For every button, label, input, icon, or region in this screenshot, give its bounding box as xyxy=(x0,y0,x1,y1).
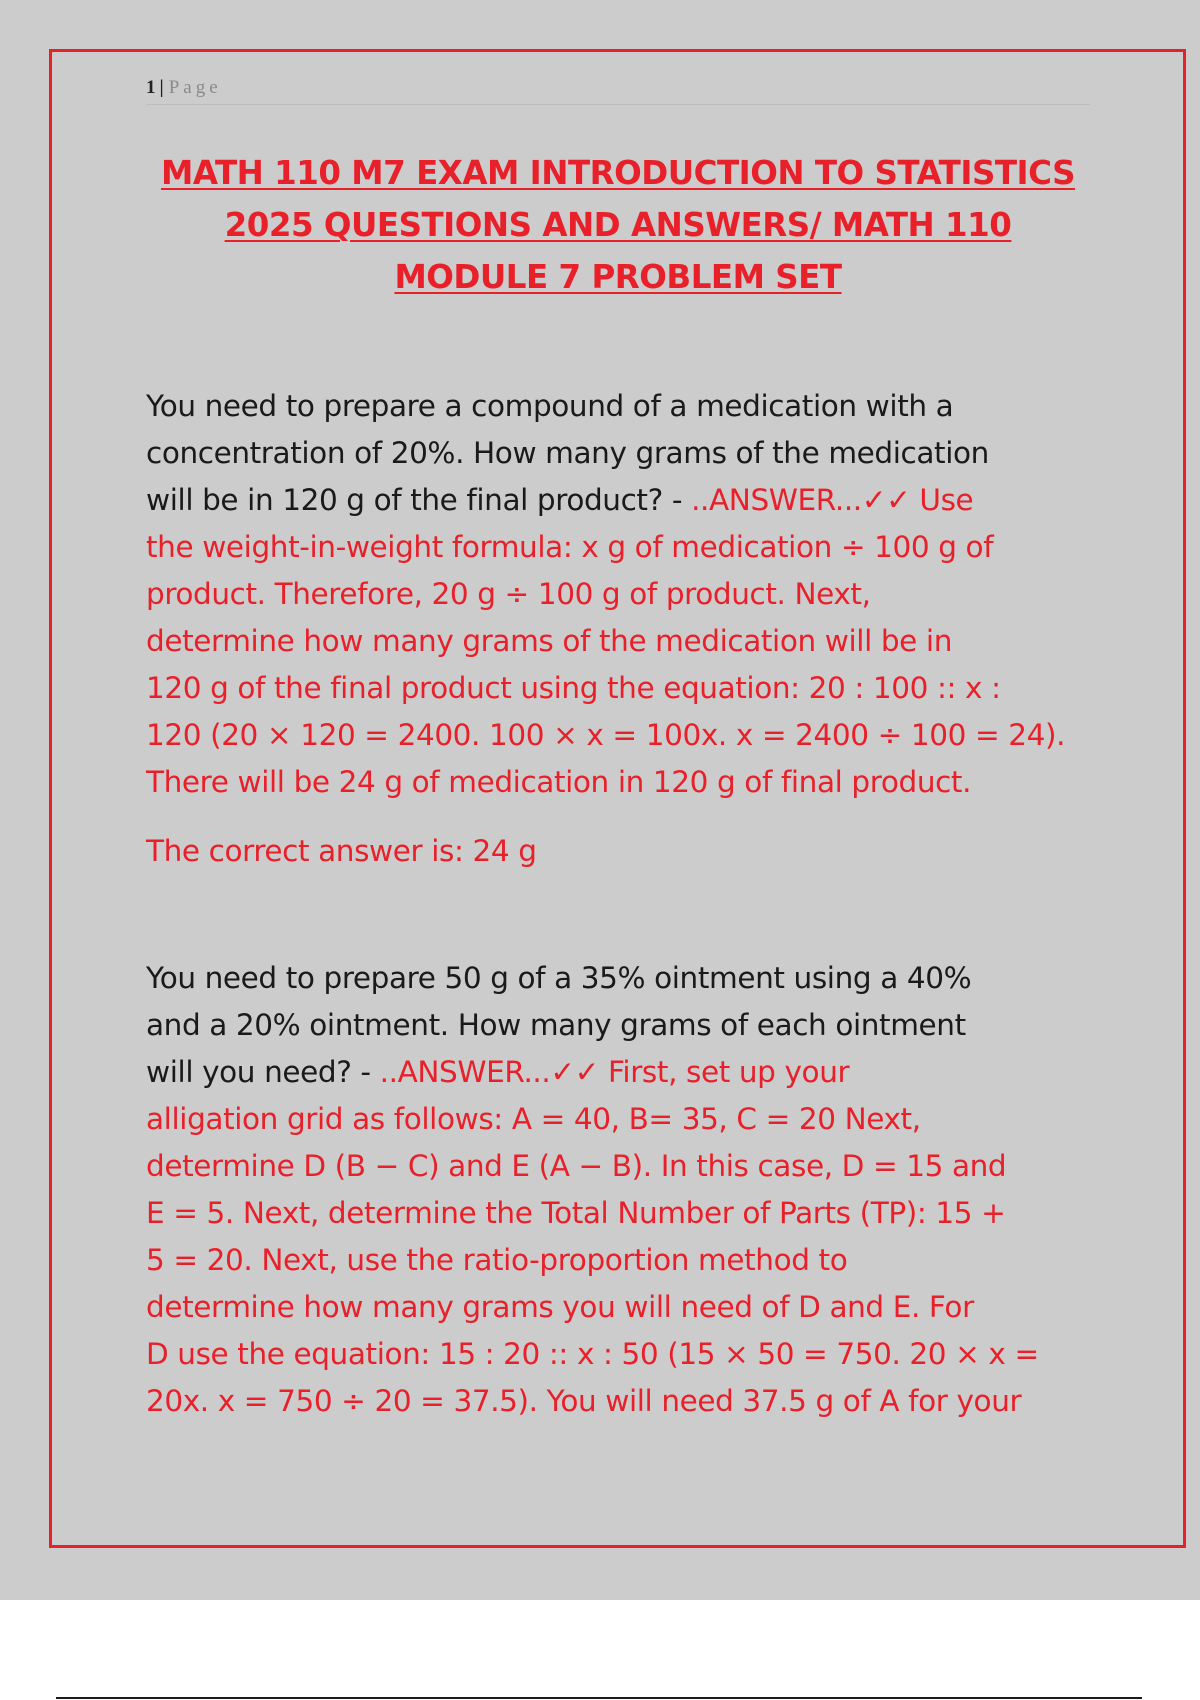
question-1-line xyxy=(146,430,1096,477)
correct-answer: The correct answer is: 24 g xyxy=(146,834,537,868)
answer-text: 20x. x = 750 ÷ 20 = 37.5). You will need 37.5 g of A for your xyxy=(146,1384,1022,1418)
answer-text: determine how many grams you will need of D and E. For xyxy=(146,1290,974,1324)
answer-text: There will be 24 g of medication in 120 g of final product. xyxy=(146,765,972,799)
question-1-line xyxy=(146,477,1096,524)
answer-text: determine D (B − C) and E (A − B). In this case, D = 15 and xyxy=(146,1149,1007,1183)
title-line-1: MATH 110 M7 EXAM INTRODUCTION TO STATISTICS xyxy=(161,154,1075,192)
question-text: and a 20% ointment. How many grams of each ointment xyxy=(146,1008,966,1042)
question-1 xyxy=(146,383,1096,806)
answer-text: alligation grid as follows: A = 40, B= 35, C = 20 Next, xyxy=(146,1102,921,1136)
question-2-line xyxy=(146,1331,1096,1378)
page-header xyxy=(146,74,1090,105)
question-text: will be in 120 g of the final product? - xyxy=(146,483,692,517)
question-2-line xyxy=(146,1284,1096,1331)
question-2-line xyxy=(146,1002,1096,1049)
question-1-line xyxy=(146,759,1096,806)
answer-text: 120 g of the final product using the equation: 20 : 100 :: x : xyxy=(146,671,1001,705)
question-2-line xyxy=(146,1143,1096,1190)
answer-text: E = 5. Next, determine the Total Number of Parts (TP): 15 + xyxy=(146,1196,1006,1230)
question-1-line xyxy=(146,665,1096,712)
question-2-line xyxy=(146,1378,1096,1425)
answer-text: the weight-in-weight formula: x g of medication ÷ 100 g of xyxy=(146,530,994,564)
document-title xyxy=(146,147,1090,303)
page-separator: | xyxy=(159,77,164,98)
question-1-line xyxy=(146,383,1096,430)
question-1-line xyxy=(146,618,1096,665)
question-text: will you need? - xyxy=(146,1055,380,1089)
page-number: 1 xyxy=(146,77,156,98)
answer-text: 120 (20 × 120 = 2400. 100 × x = 100x. x = 2400 ÷ 100 = 24). xyxy=(146,718,1066,752)
question-2-line xyxy=(146,1049,1096,1096)
title-line-3: MODULE 7 PROBLEM SET xyxy=(394,258,842,296)
answer-text: ..ANSWER...✓✓ First, set up your xyxy=(379,1055,850,1089)
question-1-line xyxy=(146,524,1096,571)
page-label: Page xyxy=(168,77,222,98)
question-text: You need to prepare 50 g of a 35% ointment using a 40% xyxy=(146,961,972,995)
question-2-line xyxy=(146,1190,1096,1237)
question-2-line xyxy=(146,1237,1096,1284)
answer-text: 5 = 20. Next, use the ratio-proportion method to xyxy=(146,1243,848,1277)
question-text: You need to prepare a compound of a medication with a xyxy=(146,389,954,423)
question-2-line xyxy=(146,955,1096,1002)
title-line-2: 2025 QUESTIONS AND ANSWERS/ MATH 110 xyxy=(224,206,1012,244)
bottom-divider xyxy=(56,1697,1142,1699)
answer-text: D use the equation: 15 : 20 :: x : 50 (15 × 50 = 750. 20 × x = xyxy=(146,1337,1039,1371)
answer-text: ..ANSWER...✓✓ Use xyxy=(691,483,974,517)
answer-text: product. Therefore, 20 g ÷ 100 g of product. Next, xyxy=(146,577,871,611)
question-2-line xyxy=(146,1096,1096,1143)
question-2 xyxy=(146,955,1096,1425)
question-1-line xyxy=(146,712,1096,759)
question-text: concentration of 20%. How many grams of the medication xyxy=(146,436,989,470)
answer-text: determine how many grams of the medication will be in xyxy=(146,624,952,658)
question-1-line xyxy=(146,571,1096,618)
